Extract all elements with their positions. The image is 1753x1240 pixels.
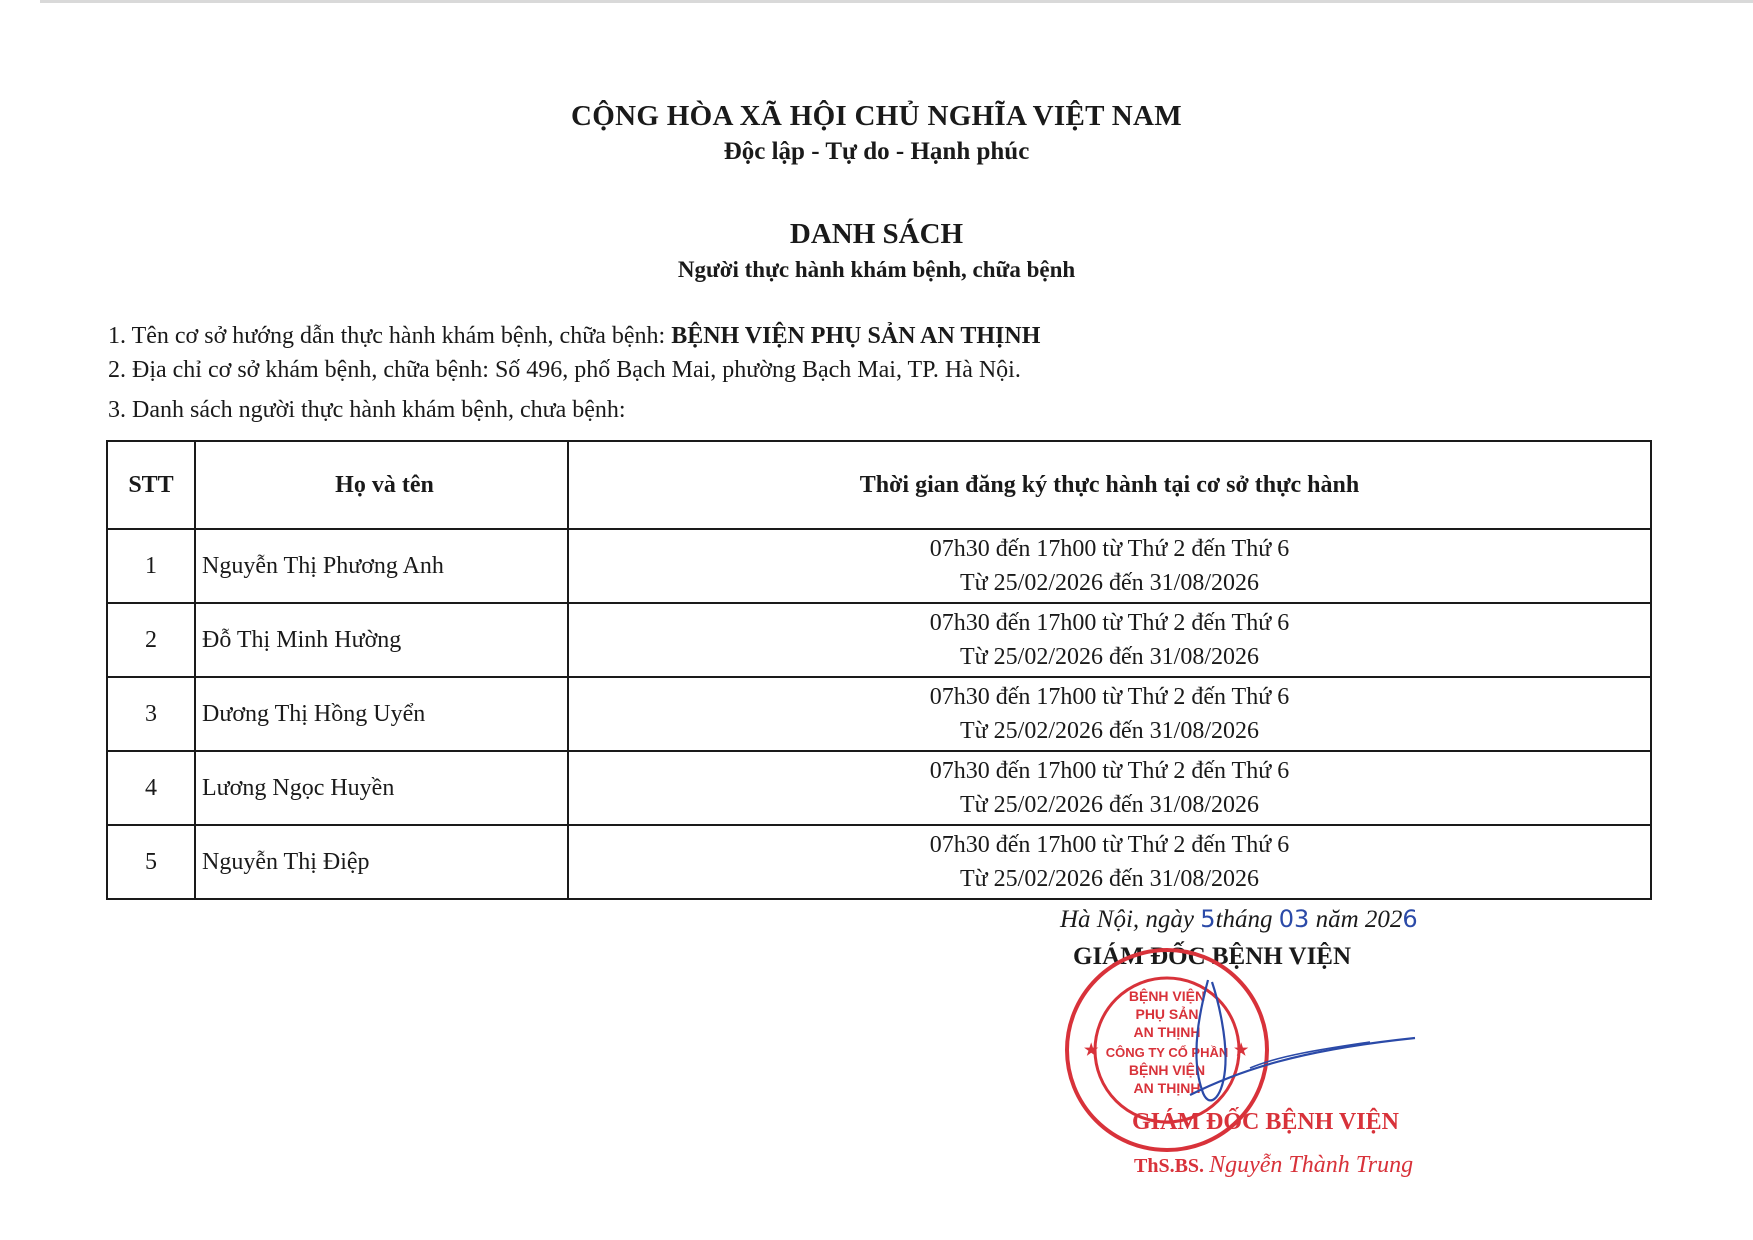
facility-address-line: 2. Địa chỉ cơ sở khám bệnh, chữa bệnh: Số 496, phố Bạch Mai, phường Bạch Mai, TP. Hà Nội. [108, 357, 1021, 383]
date-year-label: năm 202 [1309, 906, 1403, 933]
national-title: CỘNG HÒA XÃ HỘI CHỦ NGHĨA VIỆT NAM [571, 100, 1182, 132]
table-row [107, 529, 1651, 603]
header-time: Thời gian đăng ký thực hành tại cơ sở thực hành [568, 441, 1651, 529]
row-time [568, 677, 1651, 751]
stamp-line-3: AN THỊNH [1133, 1024, 1201, 1040]
row-stt: 1 [107, 529, 195, 603]
date-month-label: tháng [1215, 906, 1279, 933]
row-name: Nguyễn Thị Phương Anh [195, 529, 568, 603]
stamp-star-icon: ★ [1084, 1042, 1099, 1059]
stamp-line-6: AN THỊNH [1133, 1080, 1201, 1096]
signatory-name [1134, 1152, 1413, 1179]
row-name: Đỗ Thị Minh Hường [195, 603, 568, 677]
facility-name-value: BỆNH VIỆN PHỤ SẢN AN THỊNH [671, 323, 1041, 349]
facility-name-label: 1. Tên cơ sở hướng dẫn thực hành khám bệnh, chữa bệnh: [108, 323, 672, 349]
row-time-hours: 07h30 đến 17h00 từ Thứ 2 đến Thứ 6 [929, 758, 1290, 784]
document-title: DANH SÁCH [789, 218, 964, 250]
row-time [568, 603, 1651, 677]
practitioner-table [106, 440, 1652, 900]
scan-edge-line [40, 0, 1753, 3]
row-time-period: Từ 25/02/2026 đến 31/08/2026 [960, 644, 1259, 670]
stamp-line-1: BỆNH VIỆN [1128, 988, 1206, 1004]
facility-name-line [108, 323, 1040, 350]
row-name: Lương Ngọc Huyền [195, 751, 568, 825]
table-header-row [107, 441, 1651, 529]
row-time-hours: 07h30 đến 17h00 từ Thứ 2 đến Thứ 6 [929, 536, 1290, 562]
row-name: Dương Thị Hồng Uyển [195, 677, 568, 751]
row-time-hours: 07h30 đến 17h00 từ Thứ 2 đến Thứ 6 [929, 684, 1290, 710]
table-row [107, 751, 1651, 825]
stamp-line-5: BỆNH VIỆN [1128, 1062, 1206, 1078]
row-stt: 5 [107, 825, 195, 899]
row-time-period: Từ 25/02/2026 đến 31/08/2026 [960, 718, 1259, 744]
stamp-line-4: CÔNG TY CỔ PHẦN [1105, 1045, 1229, 1060]
row-time-period: Từ 25/02/2026 đến 31/08/2026 [960, 570, 1259, 596]
signatory-full-name: Nguyễn Thành Trung [1209, 1152, 1414, 1178]
header-name: Họ và tên [195, 441, 568, 529]
document-subtitle: Người thực hành khám bệnh, chữa bệnh [677, 257, 1076, 282]
table-row [107, 825, 1651, 899]
date-prefix: Hà Nội, ngày [1060, 906, 1201, 933]
row-stt: 3 [107, 677, 195, 751]
table-row [107, 603, 1651, 677]
date-month-handwritten: 03 [1278, 905, 1310, 933]
row-time [568, 529, 1651, 603]
row-time [568, 825, 1651, 899]
signatory-degree: ThS.BS. [1134, 1155, 1210, 1177]
handwritten-signature [1130, 960, 1430, 1130]
row-time [568, 751, 1651, 825]
row-stt: 2 [107, 603, 195, 677]
stamp-line-2: PHỤ SẢN [1135, 1006, 1199, 1022]
row-time-period: Từ 25/02/2026 đến 31/08/2026 [960, 792, 1259, 818]
practitioner-list-heading: 3. Danh sách người thực hành khám bệnh, chưa bệnh: [108, 397, 626, 423]
signatory-title: GIÁM ĐỐC BỆNH VIỆN [1073, 943, 1352, 970]
date-year-handwritten: 6 [1402, 905, 1418, 933]
date-day-handwritten: 5 [1200, 905, 1216, 933]
stamp-signatory-title: GIÁM ĐỐC BỆNH VIỆN [1132, 1109, 1399, 1135]
row-time-period: Từ 25/02/2026 đến 31/08/2026 [960, 866, 1259, 892]
header-stt: STT [107, 441, 195, 529]
national-motto: Độc lập - Tự do - Hạnh phúc [723, 138, 1030, 165]
row-time-hours: 07h30 đến 17h00 từ Thứ 2 đến Thứ 6 [929, 610, 1290, 636]
stamp-star-icon: ★ [1234, 1042, 1249, 1059]
row-time-hours: 07h30 đến 17h00 từ Thứ 2 đến Thứ 6 [929, 832, 1290, 858]
table-row [107, 677, 1651, 751]
signature-date [1060, 905, 1418, 934]
row-name: Nguyễn Thị Điệp [195, 825, 568, 899]
row-stt: 4 [107, 751, 195, 825]
